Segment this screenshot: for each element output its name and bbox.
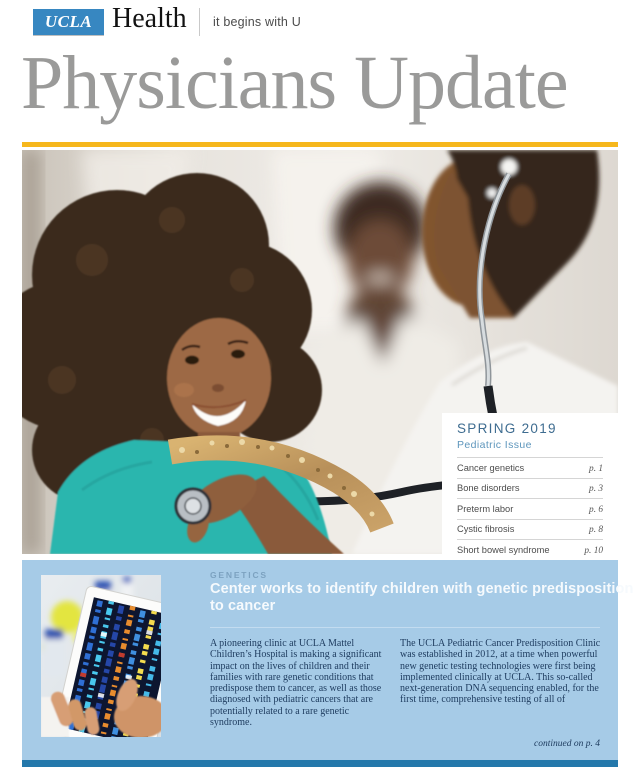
- toc-item-label: Preterm labor: [457, 503, 514, 514]
- toc-item-page: p. 1: [589, 463, 603, 474]
- genetics-story-section: [22, 560, 634, 767]
- toc-item-page: p. 3: [589, 484, 603, 494]
- dna-photo-illustration: [41, 575, 161, 737]
- toc-item-label: Cystic fibrosis: [457, 524, 515, 534]
- toc-item-label: Short bowel syndrome: [457, 544, 550, 555]
- gold-rule: [22, 142, 618, 147]
- toc-season: SPRING 2019: [457, 421, 557, 436]
- toc-list: [457, 457, 603, 560]
- toc-item-preterm-labor[interactable]: [457, 498, 603, 519]
- story-column-2: The UCLA Pediatric Cancer Predisposition Clinic was established in 2012, at a time when powerful new genetic testing technologies were first being implemented clinically at UCLA. This so-called next-generation DNA sequencing enabled, for the first time, comprehensive testing of all of: [400, 638, 601, 706]
- story-column-1: A pioneering clinic at UCLA Mattel Children’s Hospital is making a significant impact on the lives of children and their families with rare genetic conditions that predispose them to cancer, as well as those diagnosed with pediatric cancers that are potentially related to a rare genetic syndrome.: [210, 638, 382, 729]
- dna-sequencing-photo: [41, 575, 161, 737]
- brand-tagline: it begins with U: [213, 15, 301, 29]
- toc-item-cancer-genetics[interactable]: [457, 457, 603, 478]
- story-kicker: GENETICS: [210, 570, 268, 580]
- ucla-logo: [33, 9, 104, 35]
- toc-item-bone-disorders[interactable]: [457, 478, 603, 499]
- toc-item-short-bowel-syndrome[interactable]: [457, 539, 603, 560]
- toc-item-page: p. 10: [584, 545, 603, 556]
- toc-item-label: Cancer genetics: [457, 462, 525, 473]
- toc-item-page: p. 8: [589, 525, 603, 535]
- header-divider: [199, 8, 200, 36]
- story-divider: [210, 627, 600, 628]
- toc-card: [442, 413, 618, 556]
- toc-issue: Pediatric Issue: [457, 439, 532, 451]
- story-bottom-bar: [22, 760, 618, 767]
- continued-note: continued on p. 4: [534, 739, 600, 749]
- ucla-logo-text: UCLA: [44, 12, 93, 31]
- toc-item-page: p. 6: [589, 504, 603, 515]
- page-title: Physicians Update: [21, 41, 568, 125]
- toc-item-label: Bone disorders: [457, 483, 520, 493]
- story-headline: Center works to identify children with genetic predisposition to cancer: [210, 581, 634, 614]
- toc-item-cystic-fibrosis[interactable]: [457, 519, 603, 540]
- brand-health: Health: [112, 3, 187, 34]
